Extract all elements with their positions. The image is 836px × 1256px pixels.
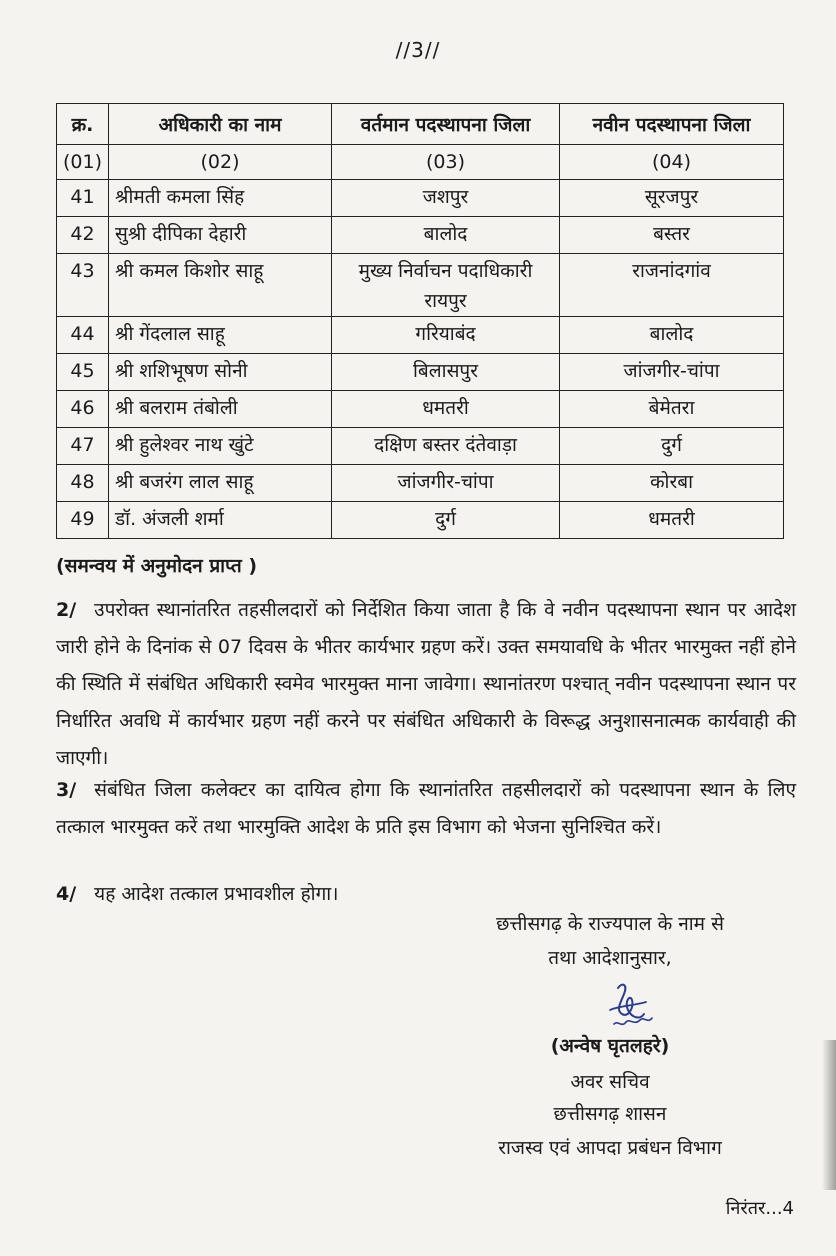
officer-name: (अन्वेष घृतलहरे) [550, 1035, 670, 1057]
continued-marker: निरंतर...4 [725, 1198, 794, 1219]
page-number: //3// [395, 38, 441, 62]
paragraph-3 [56, 772, 796, 846]
paragraph-text: यह आदेश तत्काल प्रभावशील होगा। [94, 883, 339, 905]
new-district-cell: धमतरी [560, 502, 784, 539]
serial-cell: 49 [57, 502, 109, 539]
new-district-cell: बस्तर [560, 217, 784, 254]
column-number-row [57, 145, 784, 180]
officer-name-cell: डॉ. अंजली शर्मा [109, 502, 332, 539]
page-edge-shadow [822, 1040, 836, 1190]
government-name: छत्तीसगढ़ शासन [553, 1103, 667, 1125]
authority-line: छत्तीसगढ़ के राज्यपाल के नाम से [496, 913, 724, 935]
officer-name-cell: श्रीमती कमला सिंह [109, 180, 332, 217]
current-district-cell: जांजगीर-चांपा [332, 465, 560, 502]
header-officer-name: अधिकारी का नाम [109, 104, 332, 145]
transfer-table [56, 103, 784, 539]
column-number: (01) [57, 145, 109, 180]
table-row [57, 391, 784, 428]
header-serial: क्र. [57, 104, 109, 145]
order-line: तथा आदेशानुसार, [548, 947, 672, 969]
table-row [57, 317, 784, 354]
officer-name-cell: श्री हुलेश्वर नाथ खुंटे [109, 428, 332, 465]
table-row [57, 502, 784, 539]
paragraph-text: उपरोक्त स्थानांतरित तहसीलदारों को निर्देशित किया जाता है कि वे नवीन पदस्थापना स्थान पर आदेश जारी होने के दिनांक से 07 दिवस के भीतर कार्यभार ग्रहण करें। उक्त समयावधि के भीतर भारमुक्त नहीं होने की स्थिति में संबंधित अधिकारी स्वमेव भारमुक्त माना जावेगा। स्थानांतरण पश्चात् नवीन पदस्थापना स्थान पर निर्धारित अवधि में कार्यभार ग्रहण नहीं करने पर संबंधित अधिकारी के विरूद्ध अनुशासनात्मक कार्यवाही की जाएगी। [56, 599, 796, 769]
department-name: राजस्व एवं आपदा प्रबंधन विभाग [498, 1137, 722, 1159]
new-district-cell: बालोद [560, 317, 784, 354]
serial-cell: 47 [57, 428, 109, 465]
officer-name-cell: श्री शशिभूषण सोनी [109, 354, 332, 391]
current-district-cell: बिलासपुर [332, 354, 560, 391]
current-district-cell: जशपुर [332, 180, 560, 217]
current-district-cell: धमतरी [332, 391, 560, 428]
paragraph-text: संबंधित जिला कलेक्टर का दायित्व होगा कि स्थानांतरित तहसीलदारों को पदस्थापना स्थान के लिए तत्काल भारमुक्त करें तथा भारमुक्ति आदेश के प्रति इस विभाग को भेजना सुनिश्चित करें। [56, 779, 796, 838]
serial-cell: 44 [57, 317, 109, 354]
officer-name-cell: सुश्री दीपिका देहारी [109, 217, 332, 254]
current-district-cell: दुर्ग [332, 502, 560, 539]
serial-cell: 43 [57, 254, 109, 317]
current-district-cell: दक्षिण बस्तर दंतेवाड़ा [332, 428, 560, 465]
new-district-cell: कोरबा [560, 465, 784, 502]
coordination-note: (समन्वय में अनुमोदन प्राप्त ) [56, 555, 258, 577]
table-row [57, 354, 784, 391]
table-row [57, 180, 784, 217]
officer-name-cell: श्री बजरंग लाल साहू [109, 465, 332, 502]
current-district-cell: बालोद [332, 217, 560, 254]
serial-cell: 48 [57, 465, 109, 502]
officer-name-cell: श्री बलराम तंबोली [109, 391, 332, 428]
serial-cell: 41 [57, 180, 109, 217]
serial-cell: 42 [57, 217, 109, 254]
officer-name-cell: श्री गेंदलाल साहू [109, 317, 332, 354]
paragraph-2 [56, 592, 796, 777]
serial-cell: 46 [57, 391, 109, 428]
new-district-cell: दुर्ग [560, 428, 784, 465]
current-district-cell: मुख्य निर्वाचन पदाधिकारी रायपुर [332, 254, 560, 317]
column-number: (02) [109, 145, 332, 180]
current-district-cell: गरियाबंद [332, 317, 560, 354]
table-row [57, 465, 784, 502]
new-district-cell: बेमेतरा [560, 391, 784, 428]
new-district-cell: सूरजपुर [560, 180, 784, 217]
paragraph-number: 4/ [56, 883, 77, 905]
new-district-cell: जांजगीर-चांपा [560, 354, 784, 391]
table-row [57, 217, 784, 254]
officer-designation: अवर सचिव [570, 1071, 650, 1093]
paragraph-number: 3/ [56, 779, 77, 801]
officer-name-cell: श्री कमल किशोर साहू [109, 254, 332, 317]
header-new-district: नवीन पदस्थापना जिला [560, 104, 784, 145]
column-number: (04) [560, 145, 784, 180]
new-district-cell: राजनांदगांव [560, 254, 784, 317]
header-current-district: वर्तमान पदस्थापना जिला [332, 104, 560, 145]
table-header-row [57, 104, 784, 145]
table-row [57, 428, 784, 465]
serial-cell: 45 [57, 354, 109, 391]
paragraph-number: 2/ [56, 599, 77, 621]
handwritten-signature [588, 980, 668, 1040]
column-number: (03) [332, 145, 560, 180]
paragraph-4 [56, 876, 796, 913]
table-row [57, 254, 784, 317]
